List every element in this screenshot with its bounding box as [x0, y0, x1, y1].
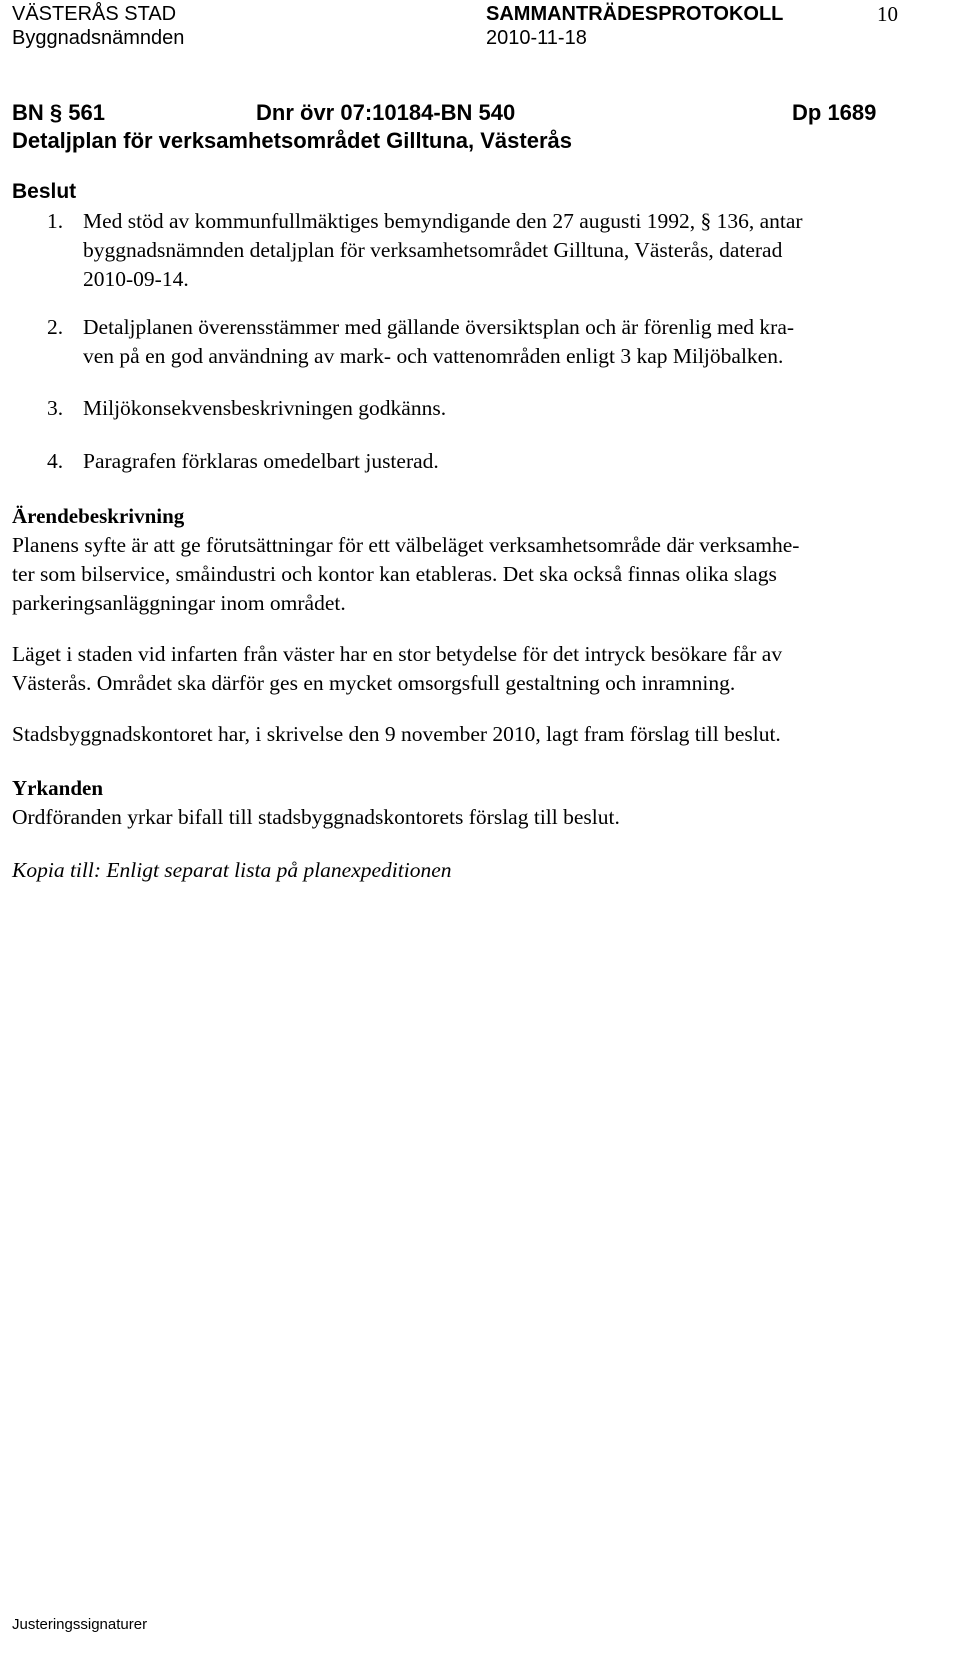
meeting-date: 2010-11-18 [486, 27, 587, 49]
decision-heading: Beslut [12, 180, 77, 203]
paragraph-line: Västerås. Området ska därför ges en mycket omsorgsfull gestaltning och inramning. [12, 671, 736, 695]
paragraph-line: parkeringsanläggningar inom området. [12, 591, 346, 615]
case-number [12, 99, 105, 127]
description-heading: Ärendebeskrivning [12, 504, 185, 528]
bn-label: BN [12, 100, 44, 125]
item-line: ven på en god användning av mark- och vattenområden enligt 3 kap Miljöbalken. [83, 344, 784, 368]
description-paragraph-3 [12, 720, 781, 749]
decision-item-1 [47, 207, 927, 294]
page-number: 10 [877, 2, 898, 26]
item-line: Miljökonsekvensbeskrivningen godkänns. [83, 396, 447, 420]
decision-item-4 [47, 447, 927, 476]
item-line: 2010-09-14. [83, 267, 189, 291]
motion-heading: Yrkanden [12, 776, 104, 800]
decision-item-3 [47, 394, 927, 423]
item-number: 2. [47, 315, 64, 339]
motion-text: Ordföranden yrkar bifall till stadsbyggnadskontorets förslag till beslut. [12, 805, 620, 829]
item-number: 4. [47, 449, 64, 473]
plan-number: Dp 1689 [792, 100, 877, 125]
paragraph-line: ter som bilservice, småindustri och kontor kan etableras. Det ska också finnas olika slags [12, 562, 777, 586]
item-number: 3. [47, 396, 64, 420]
decision-item-2 [47, 313, 927, 371]
org-name: VÄSTERÅS STAD [12, 3, 177, 25]
paragraph-line: Stadsbyggnadskontoret har, i skrivelse den 9 november 2010, lagt fram förslag till beslut. [12, 722, 781, 746]
paragraph-line: Planens syfte är att ge förutsättningar för ett välbeläget verksamhetsområde där verksamhe- [12, 533, 800, 557]
description-paragraph-1 [12, 531, 799, 618]
signatures-label: Justeringssignaturer [12, 1616, 148, 1633]
case-title: Detaljplan för verksamhetsområdet Gilltuna, Västerås [12, 128, 572, 153]
item-line: byggnadsnämnden detaljplan för verksamhetsområdet Gilltuna, Västerås, daterad [83, 238, 783, 262]
document-type: SAMMANTRÄDESPROTOKOLL [486, 3, 784, 25]
item-line: Detaljplanen överensstämmer med gällande översiktsplan och är förenlig med kra- [83, 315, 795, 339]
bn-number: 561 [68, 100, 105, 125]
paragraph-line: Läget i staden vid infarten från väster har en stor betydelse för det intryck besökare får av [12, 642, 783, 666]
section-sign: § [49, 100, 63, 125]
copy-to-note: Kopia till: Enligt separat lista på planexpeditionen [12, 858, 452, 882]
item-line: Paragrafen förklaras omedelbart justerad. [83, 449, 439, 473]
registration-number: Dnr övr 07:10184-BN 540 [256, 100, 516, 125]
item-line: Med stöd av kommunfullmäktiges bemyndigande den 27 augusti 1992, § 136, antar [83, 209, 803, 233]
description-paragraph-2 [12, 640, 782, 698]
committee-name: Byggnadsnämnden [12, 27, 185, 49]
item-number: 1. [47, 209, 64, 233]
